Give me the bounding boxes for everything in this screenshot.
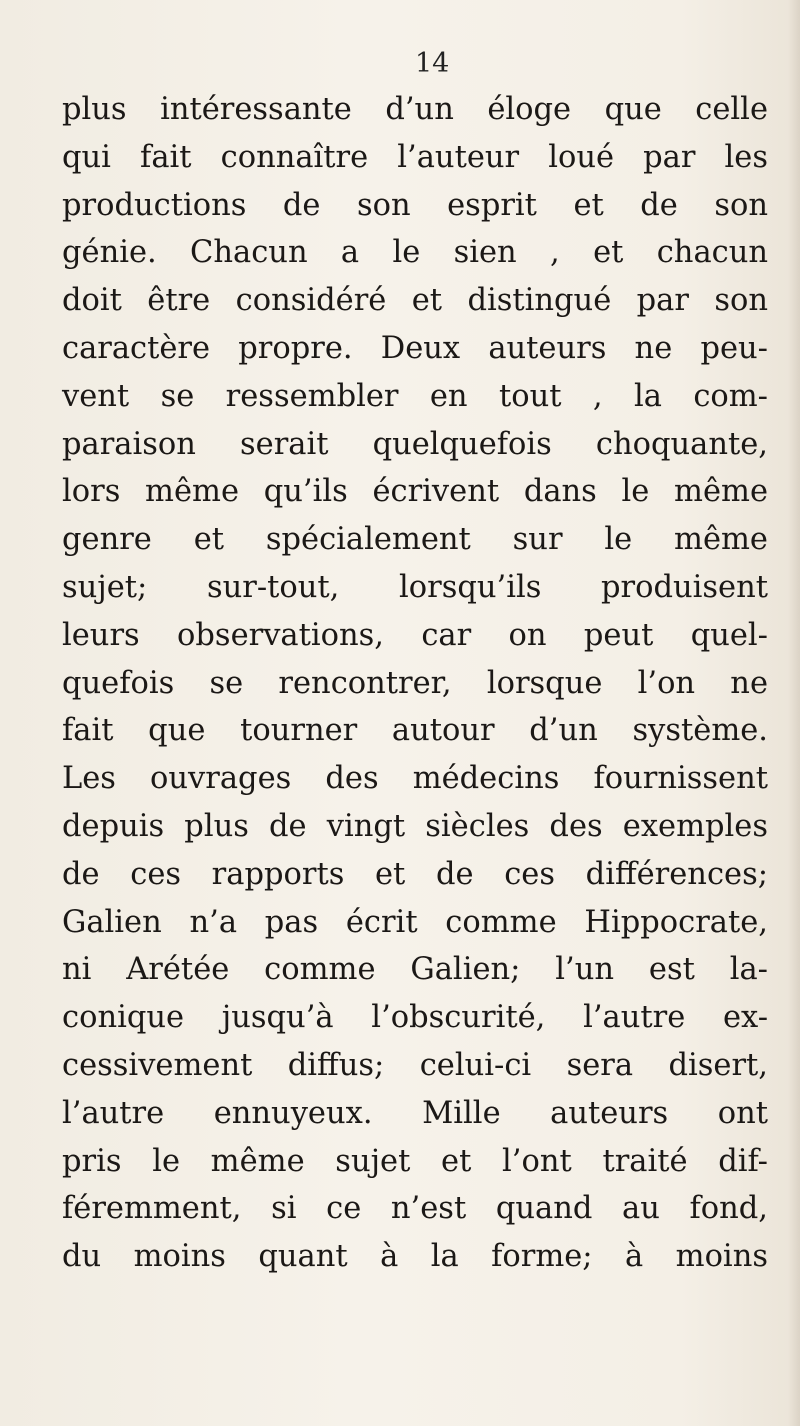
- text-line: l’autre ennuyeux. Mille auteurs ont: [62, 1095, 768, 1131]
- text-line: Les ouvrages des médecins fournissent: [62, 761, 768, 797]
- text-line: caractère propre. Deux auteurs ne peu-: [62, 330, 768, 366]
- text-line: cessivement diffus; celui-ci sera disert,: [62, 1047, 768, 1083]
- text-line: lors même qu’ils écrivent dans le même: [62, 474, 768, 510]
- text-line: quefois se rencontrer, lorsque l’on ne: [62, 665, 768, 701]
- text-line: leurs observations, car on peut quel-: [62, 617, 768, 653]
- text-line: du moins quant à la forme; à moins: [62, 1239, 768, 1275]
- text-line: de ces rapports et de ces différences;: [62, 856, 768, 892]
- text-line: productions de son esprit et de son: [62, 187, 768, 223]
- text-line: qui fait connaître l’auteur loué par les: [62, 139, 768, 175]
- text-line: vent se ressembler en tout , la com-: [62, 378, 768, 414]
- text-line: plus intéressante d’un éloge que celle: [62, 92, 768, 127]
- text-line: doit être considéré et distingué par son: [62, 283, 768, 319]
- text-line: depuis plus de vingt siècles des exemples: [62, 808, 768, 844]
- text-line: paraison serait quelquefois choquante,: [62, 426, 768, 462]
- text-line: féremment, si ce n’est quand au fond,: [62, 1191, 768, 1227]
- text-line: fait que tourner autour d’un système.: [62, 713, 768, 749]
- text-line: pris le même sujet et l’ont traité dif-: [62, 1143, 768, 1179]
- text-line: Galien n’a pas écrit comme Hippocrate,: [62, 904, 768, 940]
- text-line: genre et spécialement sur le même: [62, 522, 768, 558]
- text-line: conique jusqu’à l’obscurité, l’autre ex-: [62, 1000, 768, 1036]
- text-line: ni Arétée comme Galien; l’un est la-: [62, 952, 768, 988]
- page-number: 14: [415, 48, 450, 79]
- page-edge-shadow: [788, 0, 800, 1426]
- text-line: sujet; sur-tout, lorsqu’ils produisent: [62, 569, 768, 605]
- body-text: [62, 86, 768, 1281]
- text-line: génie. Chacun a le sien , et chacun: [62, 235, 768, 271]
